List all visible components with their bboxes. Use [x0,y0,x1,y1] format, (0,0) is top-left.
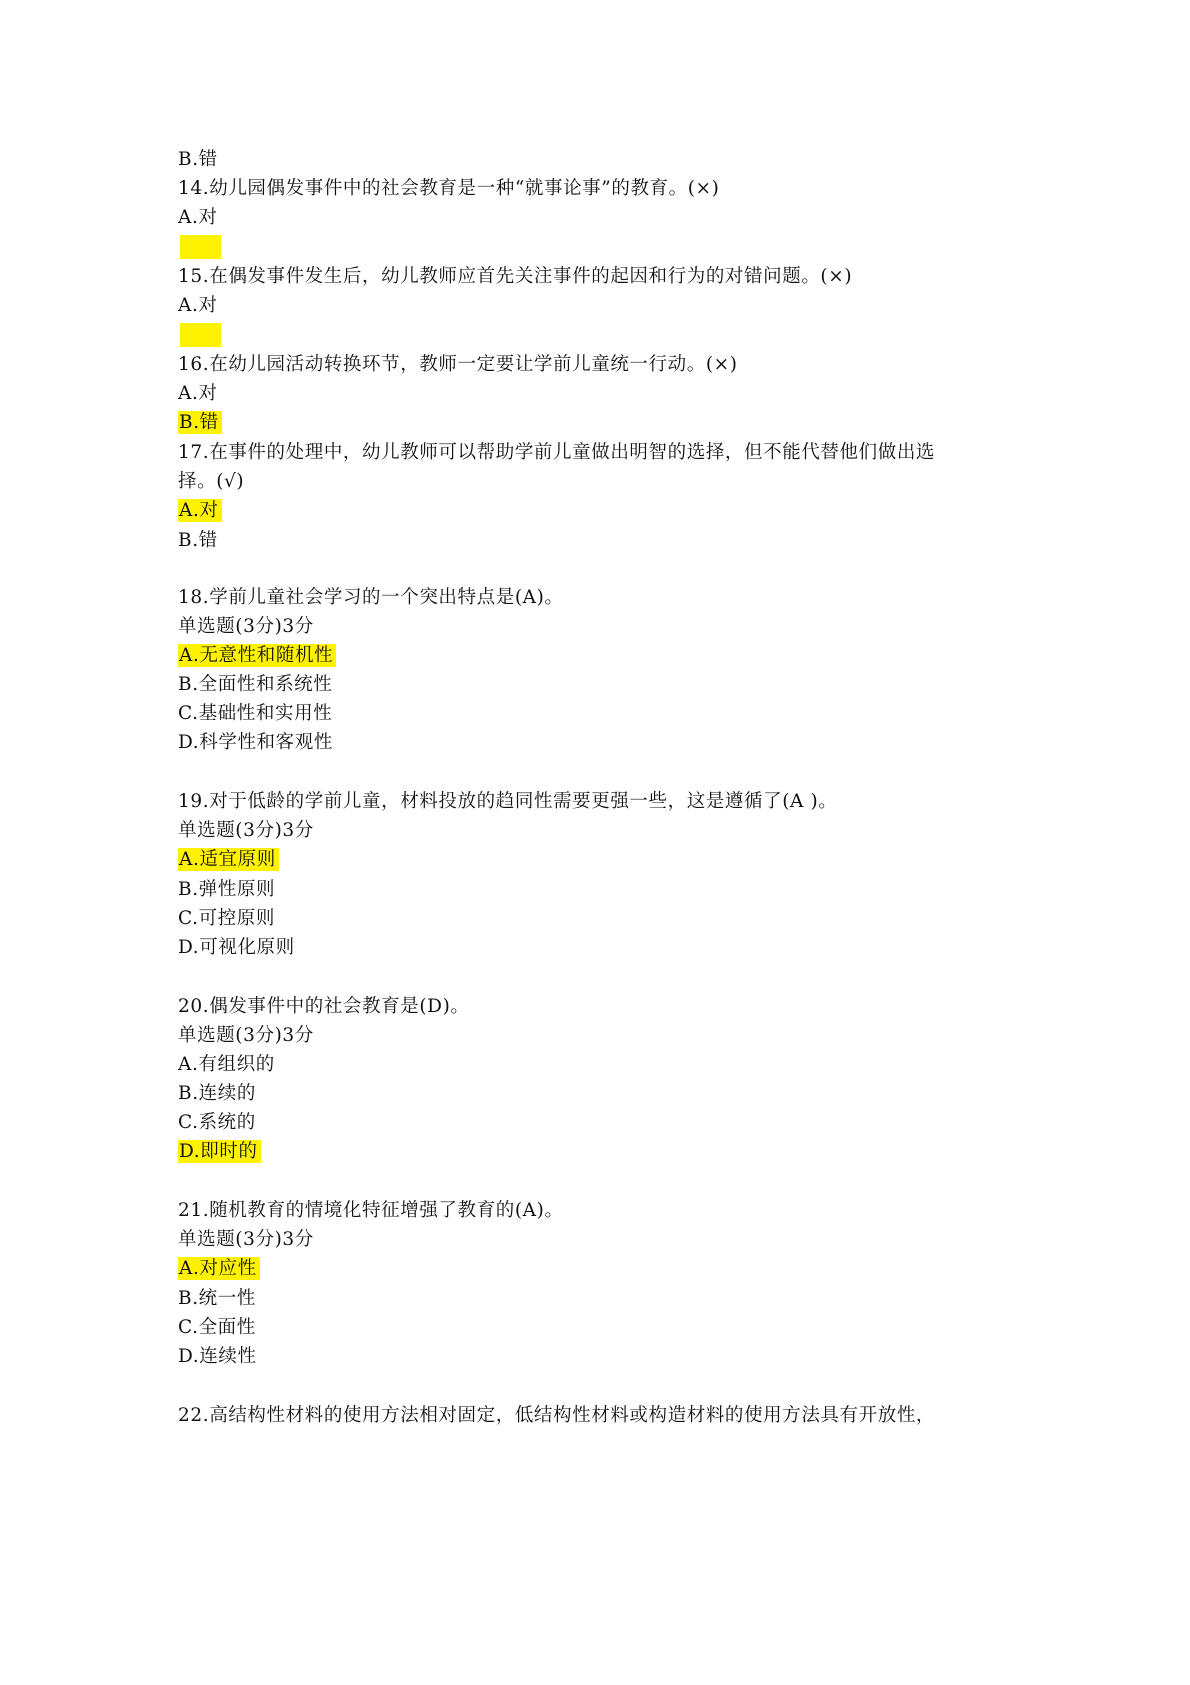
q18-type: 单选题(3分)3分 [178,616,314,637]
q18-option-b: B.全面性和系统性 [178,674,333,695]
q18-option-c: C.基础性和实用性 [178,703,333,724]
q17-option-a [178,499,222,523]
q20-type: 单选题(3分)3分 [178,1025,314,1046]
q17-option-b: B.错 [178,530,218,551]
q20-option-d-text: D.即时的 [178,1140,261,1163]
q20-option-c: C.系统的 [178,1112,256,1133]
q18-option-a [178,644,336,668]
q20-stem: 20.偶发事件中的社会教育是(D)。 [178,996,470,1017]
q14-option-a: A.对 [178,207,218,228]
q18-stem: 18.学前儿童社会学习的一个突出特点是(A)。 [178,587,564,608]
q21-stem: 21.随机教育的情境化特征增强了教育的(A)。 [178,1200,564,1221]
q20-option-b: B.连续的 [178,1083,256,1104]
q16-option-a: A.对 [178,383,218,404]
q15-stem: 15.在偶发事件发生后，幼儿教师应首先关注事件的起因和行为的对错问题。(×) [178,266,853,287]
q15-option-b-highlight [180,323,221,347]
q20-option-a: A.有组织的 [178,1054,275,1075]
q18-option-d: D.科学性和客观性 [178,732,333,753]
q17-stem-line2: 择。(√) [178,471,245,492]
q22-stem: 22.高结构性材料的使用方法相对固定，低结构性材料或构造材料的使用方法具有开放性， [178,1405,936,1426]
q21-option-a-text: A.对应性 [178,1257,260,1280]
q16-option-b-text: B.错 [178,411,222,434]
q21-type: 单选题(3分)3分 [178,1229,314,1250]
q19-option-a-text: A.适宜原则 [178,848,279,871]
q19-option-a [178,848,279,872]
q16-option-b [178,411,222,435]
q21-option-b: B.统一性 [178,1288,256,1309]
q17-stem-line1: 17.在事件的处理中，幼儿教师可以帮助学前儿童做出明智的选择，但不能代替他们做出选 [178,442,936,463]
q14-option-b-highlight [180,235,221,259]
q19-stem: 19.对于低龄的学前儿童，材料投放的趋同性需要更强一些，这是遵循了(A )。 [178,791,838,812]
q19-option-b: B.弹性原则 [178,879,276,900]
q21-option-d: D.连续性 [178,1346,257,1367]
q15-option-a: A.对 [178,295,218,316]
q19-option-c: C.可控原则 [178,908,275,929]
q19-type: 单选题(3分)3分 [178,820,314,841]
q14-stem: 14.幼儿园偶发事件中的社会教育是一种“就事论事”的教育。(×) [178,178,720,199]
q13-option-b: B.错 [178,149,218,170]
q18-option-a-text: A.无意性和随机性 [178,644,336,667]
q21-option-c: C.全面性 [178,1317,256,1338]
q19-option-d: D.可视化原则 [178,937,295,958]
q16-stem: 16.在幼儿园活动转换环节，教师一定要让学前儿童统一行动。(×) [178,354,738,375]
q17-option-a-text: A.对 [178,499,222,522]
q21-option-a [178,1257,260,1281]
q20-option-d [178,1140,261,1164]
